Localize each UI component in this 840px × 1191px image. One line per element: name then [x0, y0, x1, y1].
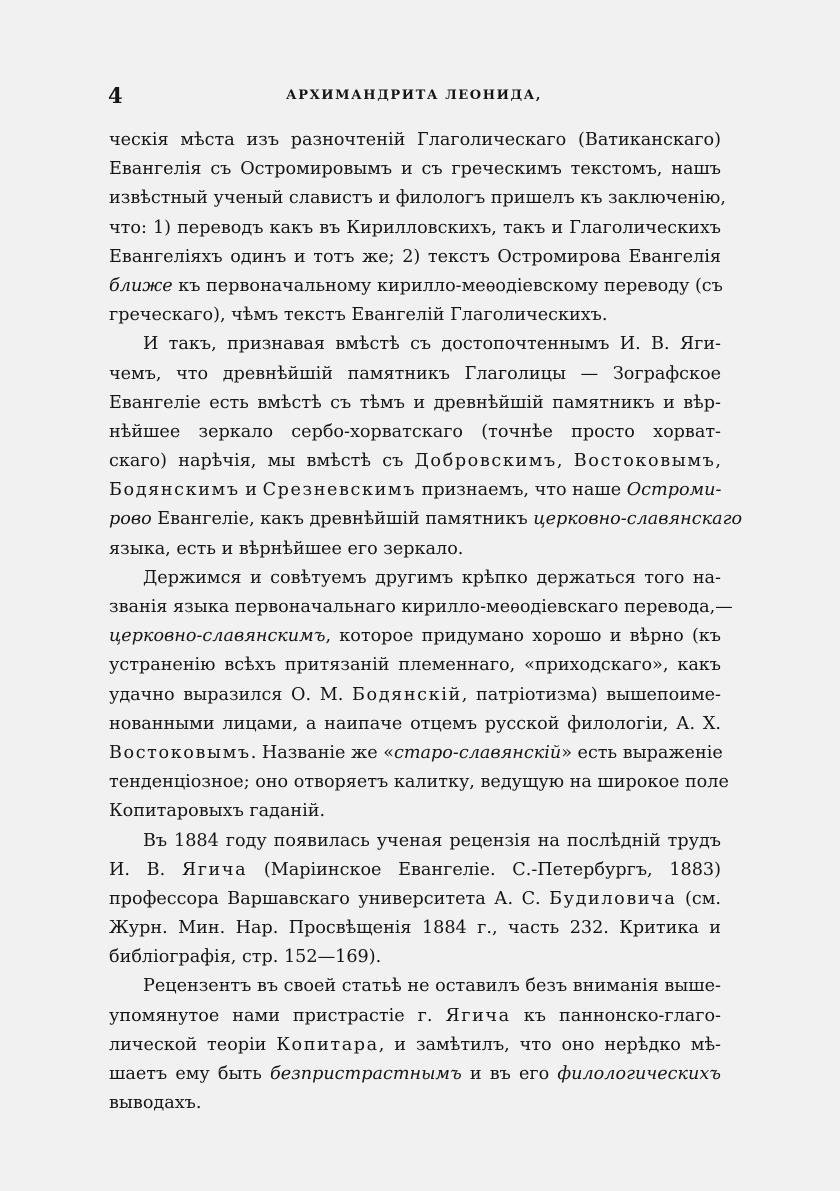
text-run: чемъ, что древнѣйшій памятникъ Глаголицы — Зографское	[109, 363, 721, 384]
spaced-name: Бодянскій	[352, 684, 462, 705]
italic-text: рово	[109, 509, 152, 530]
text-run: нѣйшее зеркало сербо-хорватскаго (точнѣе просто хорват-	[109, 421, 721, 442]
text-run: (см.	[676, 888, 721, 909]
text-line	[109, 476, 721, 505]
running-title: АРХИМАНДРИТА ЛЕОНИДА,	[286, 88, 542, 103]
italic-text: старо-славянскій	[394, 742, 562, 763]
text-line	[109, 272, 721, 301]
italic-text: церковно-славянскаго	[533, 509, 743, 530]
text-run: шаетъ ему быть	[109, 1064, 270, 1084]
text-line	[109, 622, 721, 651]
text-run: И такъ, признавая вмѣстѣ съ достопочтеннымъ И. В. Яги-	[143, 334, 721, 355]
text-line	[109, 155, 721, 184]
italic-text: филологическихъ	[557, 1064, 721, 1084]
text-line	[109, 360, 721, 389]
text-run: Въ 1884 году появилась ученая рецензія на послѣдній трудъ	[143, 830, 721, 851]
italic-text: безпристрастнымъ	[270, 1064, 462, 1084]
text-run: признаемъ, что наше	[416, 480, 627, 501]
text-line	[109, 914, 721, 943]
page-number: 4	[108, 83, 123, 108]
paragraph	[109, 330, 743, 564]
text-run: Евангеліе, какъ древнѣйшій памятникъ	[151, 509, 534, 530]
text-line	[109, 1002, 721, 1031]
text-run: греческаго), чѣмъ текстъ Евангелій Глаголическихъ.	[109, 305, 608, 326]
paragraph	[109, 126, 726, 330]
text-line	[109, 214, 721, 243]
italic-text: церковно-славянскимъ	[109, 626, 326, 647]
text-line	[109, 564, 721, 593]
text-run: библіографія, стр. 152—169).	[109, 947, 382, 968]
text-line	[109, 301, 721, 330]
text-line	[109, 1089, 721, 1118]
text-run: что: 1) переводъ какъ въ Кирилловскихъ, такъ и Глаголическихъ	[109, 217, 721, 238]
text-run: скаго) нарѣчія, мы вмѣстѣ съ	[109, 451, 415, 472]
paragraph	[109, 827, 721, 973]
text-line	[109, 943, 721, 972]
paragraph	[109, 564, 733, 827]
text-line	[109, 1060, 721, 1089]
text-line	[109, 768, 729, 797]
text-run: ,	[556, 451, 574, 472]
text-run: званія языка первоначальнаго кирилло-меѳодіевскаго перевода,—	[109, 597, 733, 617]
spaced-name: Срезневскимъ	[262, 480, 416, 501]
text-line	[109, 418, 721, 447]
text-line	[109, 797, 721, 826]
text-line	[109, 885, 721, 914]
text-run: Журн. Мин. Нар. Просвѣщенія 1884 г., часть 232. Критика и	[109, 918, 721, 939]
text-run: Евангелія съ Остромировымъ и съ греческимъ текстомъ, нашъ	[109, 159, 721, 180]
body-text	[109, 126, 743, 1118]
spaced-name: Копитара	[276, 1034, 379, 1055]
text-line	[109, 330, 721, 359]
text-run: И. В.	[109, 859, 182, 880]
spaced-name: Востоковымъ	[573, 451, 716, 472]
text-run: языка, есть и вѣрнѣйшее его зеркало.	[109, 538, 464, 559]
italic-text: ближе	[109, 275, 173, 296]
text-run: профессора Варшавскаго университета А. С.	[109, 888, 550, 909]
text-line	[109, 972, 721, 1001]
text-run: и въ его	[461, 1064, 558, 1084]
spaced-name: Востоковымъ	[109, 742, 251, 763]
text-run: къ паннонско-глаго-	[510, 1005, 721, 1026]
text-run: устраненію всѣхъ притязаній племеннаго, «приходскаго», какъ	[109, 655, 721, 676]
text-line	[109, 243, 721, 272]
text-line	[109, 505, 743, 534]
text-run: ,	[715, 451, 721, 472]
text-run: выводахъ.	[109, 1093, 202, 1114]
text-run: лической теоріи	[109, 1034, 277, 1055]
text-run: Держимся и совѣтуемъ другимъ крѣпко держаться того на-	[143, 567, 721, 588]
text-line	[109, 126, 721, 155]
text-line	[109, 739, 721, 768]
text-run: Евангеліяхъ одинъ и тотъ же; 2) текстъ Остромирова Евангелія	[109, 246, 721, 267]
text-run: (Маріинское Евангеліе. С.-Петербургъ, 1883)	[247, 859, 721, 880]
text-line	[109, 535, 721, 564]
text-run: тенденціозное; оно отворяетъ калитку, ведущую на широкое поле	[109, 772, 729, 793]
spaced-name: Будиловича	[549, 888, 677, 909]
text-line	[109, 651, 721, 680]
text-run: Копитаровыхъ гаданій.	[109, 801, 326, 822]
text-run: Рецензентъ въ своей статьѣ не оставилъ безъ вниманія выше-	[143, 976, 721, 997]
text-line	[109, 681, 721, 710]
text-run: Евангеліе есть вмѣстѣ съ тѣмъ и древнѣйшій памятникъ и вѣр-	[109, 392, 721, 413]
text-run: ческія мѣста изъ разночтеній Глаголическаго (Ватиканскаго)	[109, 130, 721, 150]
spaced-name: Добровскимъ	[414, 451, 557, 472]
italic-text: Остроми-	[626, 480, 722, 501]
spaced-name: Бодянскимъ	[109, 480, 240, 501]
text-run: упомянутое нами пристрастіе г.	[109, 1005, 446, 1026]
text-line	[109, 389, 721, 418]
text-run: . Названіе же «	[250, 742, 395, 763]
page-header	[108, 83, 720, 109]
text-line	[109, 1031, 721, 1060]
text-line	[109, 593, 733, 622]
spaced-name: Ягича	[445, 1005, 511, 1026]
text-run: извѣстный ученый славистъ и филологъ пришелъ къ заключенію,	[109, 188, 726, 209]
text-line	[109, 184, 726, 213]
text-line	[109, 710, 721, 739]
text-line	[109, 447, 721, 476]
text-line	[109, 827, 721, 856]
text-run: нованными лицами, а наипаче отцемъ русской филологіи, А. Х.	[109, 713, 721, 734]
text-run: , патріотизма) вышепоиме-	[461, 684, 721, 705]
text-run: удачно выразился О. М.	[109, 684, 352, 705]
text-run: къ первоначальному кирилло-меѳодіевскому переводу (съ	[172, 275, 723, 296]
text-run: , и замѣтилъ, что оно нерѣдко мѣ-	[378, 1034, 721, 1055]
spaced-name: Ягича	[181, 859, 248, 880]
text-run: » есть выраженіе	[561, 742, 723, 763]
text-run: и	[239, 480, 263, 501]
text-run: , которое придумано хорошо и вѣрно (къ	[325, 626, 721, 647]
text-line	[109, 856, 721, 885]
paragraph	[109, 972, 721, 1118]
